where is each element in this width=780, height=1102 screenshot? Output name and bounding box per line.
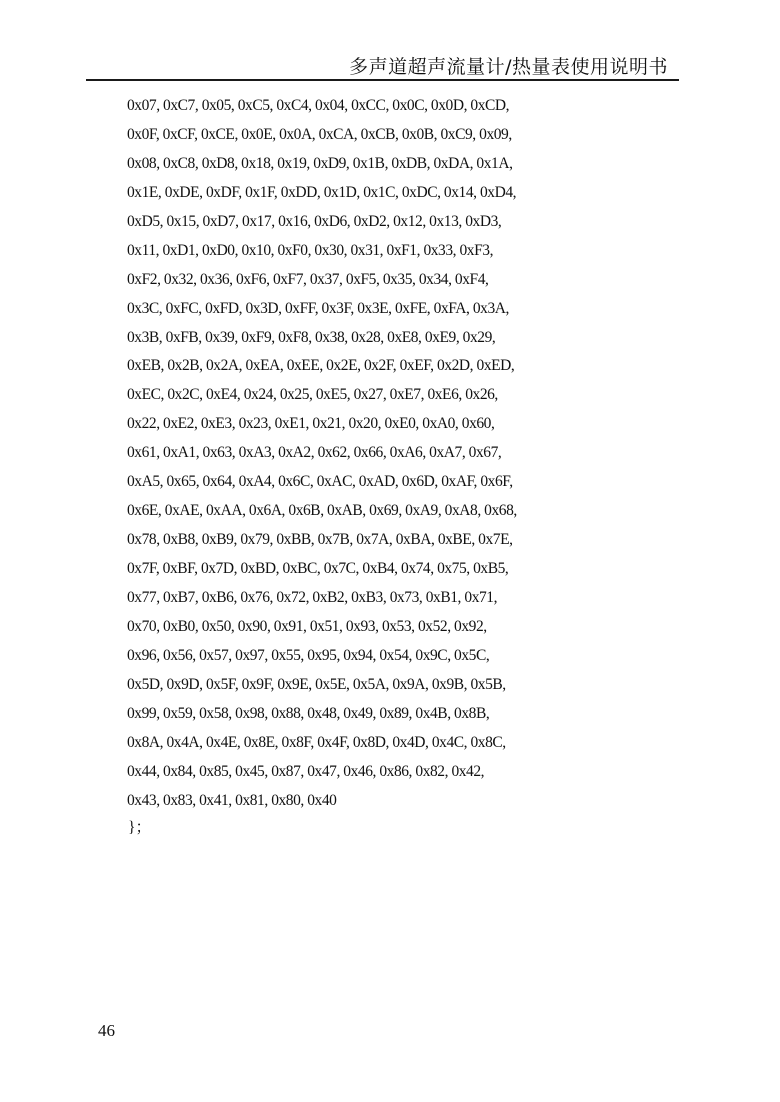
code-line: 0x1E, 0xDE, 0xDF, 0x1F, 0xDD, 0x1D, 0x1C, 0xDC, 0x14, 0xD4, <box>127 183 517 201</box>
code-array-block <box>127 92 647 815</box>
code-line: 0xA5, 0x65, 0x64, 0xA4, 0x6C, 0xAC, 0xAD, 0x6D, 0xAF, 0x6F, <box>127 473 513 491</box>
code-line: 0x7F, 0xBF, 0x7D, 0xBD, 0xBC, 0x7C, 0xB4, 0x74, 0x75, 0xB5, <box>127 560 509 577</box>
code-line: 0x3B, 0xFB, 0x39, 0xF9, 0xF8, 0x38, 0x28, 0xE8, 0xE9, 0x29, <box>127 328 496 346</box>
code-line: 0x11, 0xD1, 0xD0, 0x10, 0xF0, 0x30, 0x31, 0xF1, 0x33, 0xF3, <box>127 241 493 259</box>
code-line: 0x8A, 0x4A, 0x4E, 0x8E, 0x8F, 0x4F, 0x8D, 0x4D, 0x4C, 0x8C, <box>127 733 506 751</box>
code-line: 0x5D, 0x9D, 0x5F, 0x9F, 0x9E, 0x5E, 0x5A, 0x9A, 0x9B, 0x5B, <box>127 675 506 693</box>
code-line: 0x3C, 0xFC, 0xFD, 0x3D, 0xFF, 0x3F, 0x3E, 0xFE, 0xFA, 0x3A, <box>127 299 509 317</box>
code-line: 0x43, 0x83, 0x41, 0x81, 0x80, 0x40 <box>127 791 337 809</box>
code-line: 0x22, 0xE2, 0xE3, 0x23, 0xE1, 0x21, 0x20, 0xE0, 0xA0, 0x60, <box>127 415 495 433</box>
code-line: 0x78, 0xB8, 0xB9, 0x79, 0xBB, 0x7B, 0x7A, 0xBA, 0xBE, 0x7E, <box>127 531 513 549</box>
header-rule <box>86 79 679 81</box>
code-line: 0x44, 0x84, 0x85, 0x45, 0x87, 0x47, 0x46, 0x86, 0x82, 0x42, <box>127 762 485 780</box>
code-line: 0x99, 0x59, 0x58, 0x98, 0x88, 0x48, 0x49, 0x89, 0x4B, 0x8B, <box>127 704 490 722</box>
code-line: 0xEC, 0x2C, 0xE4, 0x24, 0x25, 0xE5, 0x27, 0xE7, 0xE6, 0x26, <box>127 386 498 404</box>
code-line: 0x6E, 0xAE, 0xAA, 0x6A, 0x6B, 0xAB, 0x69, 0xA9, 0xA8, 0x68, <box>127 502 517 520</box>
code-line: 0xEB, 0x2B, 0x2A, 0xEA, 0xEE, 0x2E, 0x2F, 0xEF, 0x2D, 0xED, <box>127 357 515 375</box>
code-line: 0x0F, 0xCF, 0xCE, 0x0E, 0x0A, 0xCA, 0xCB, 0x0B, 0xC9, 0x09, <box>127 125 512 143</box>
code-line: 0x96, 0x56, 0x57, 0x97, 0x55, 0x95, 0x94, 0x54, 0x9C, 0x5C, <box>127 646 490 664</box>
code-line: 0x08, 0xC8, 0xD8, 0x18, 0x19, 0xD9, 0x1B, 0xDB, 0xDA, 0x1A, <box>127 154 513 172</box>
running-header-title: 多声道超声流量计/热量表使用说明书 <box>349 56 668 78</box>
code-line: 0x70, 0xB0, 0x50, 0x90, 0x91, 0x51, 0x93, 0x53, 0x52, 0x92, <box>127 617 487 635</box>
code-closing-brace: }； <box>128 819 151 836</box>
code-line: 0xD5, 0x15, 0xD7, 0x17, 0x16, 0xD6, 0xD2, 0x12, 0x13, 0xD3, <box>127 212 502 230</box>
code-line: 0x07, 0xC7, 0x05, 0xC5, 0xC4, 0x04, 0xCC, 0x0C, 0x0D, 0xCD, <box>127 97 510 114</box>
code-line: 0x77, 0xB7, 0xB6, 0x76, 0x72, 0xB2, 0xB3, 0x73, 0xB1, 0x71, <box>127 588 498 606</box>
code-line: 0x61, 0xA1, 0x63, 0xA3, 0xA2, 0x62, 0x66, 0xA6, 0xA7, 0x67, <box>127 444 502 462</box>
page-number: 46 <box>98 1021 115 1040</box>
code-line: 0xF2, 0x32, 0x36, 0xF6, 0xF7, 0x37, 0xF5, 0x35, 0x34, 0xF4, <box>127 270 489 288</box>
